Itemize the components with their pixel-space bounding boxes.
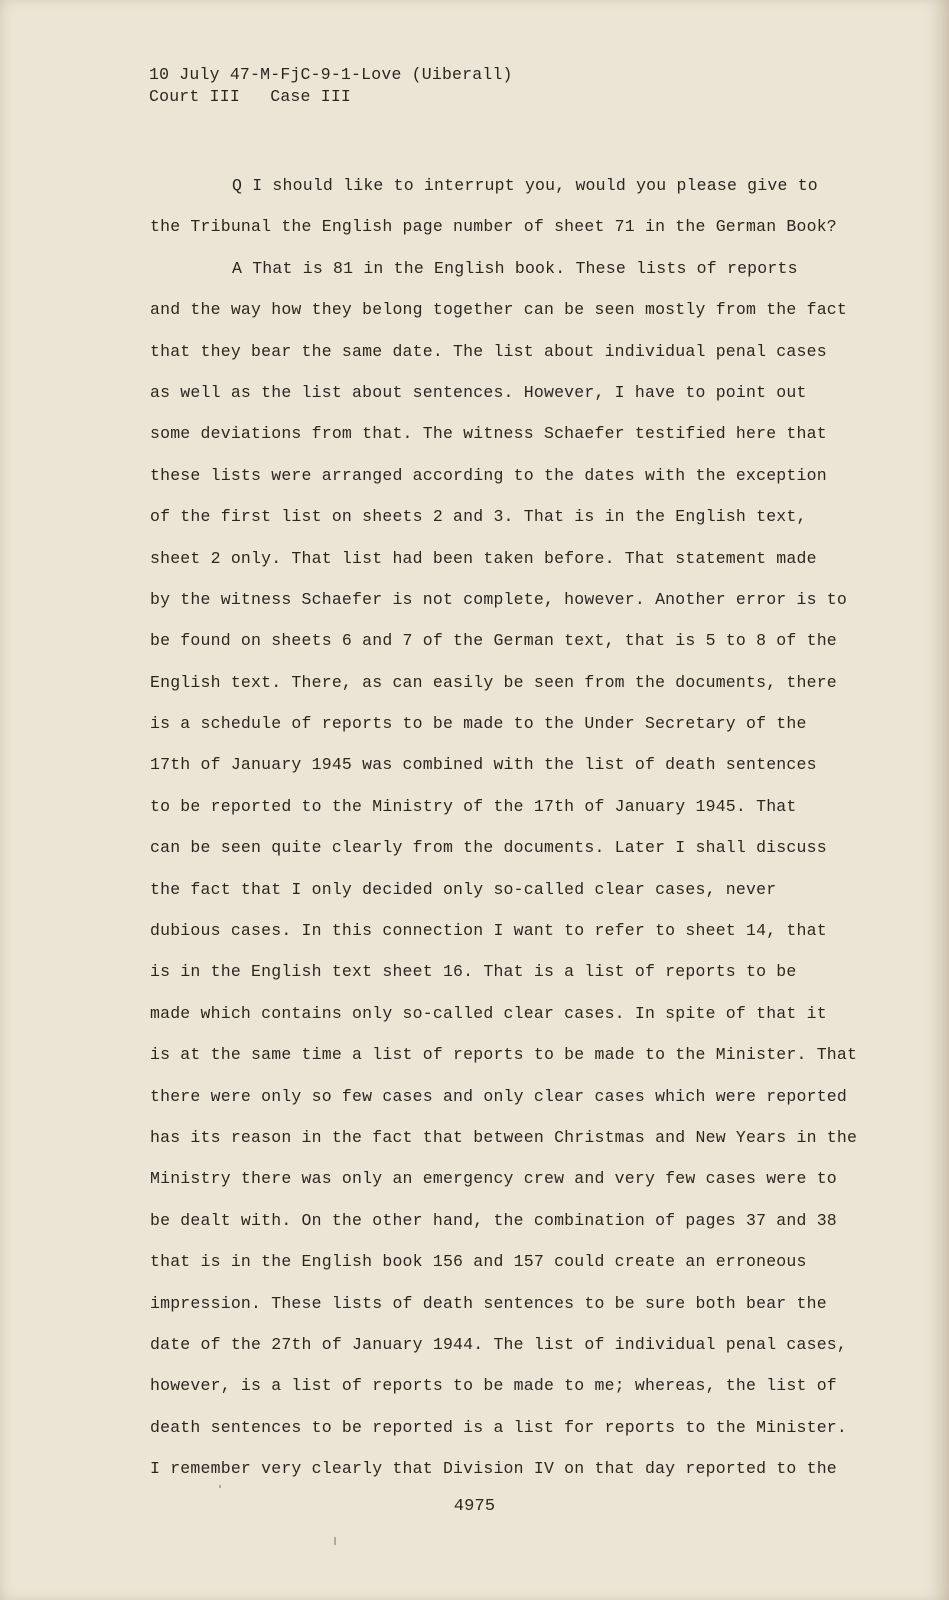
text-line: be found on sheets 6 and 7 of the German text, that is 5 to 8 of the — [150, 631, 837, 651]
text-line: has its reason in the fact that between Christmas and New Years in the — [150, 1127, 858, 1147]
header-line-court-case: Court III Case III — [149, 87, 352, 106]
text-line: sheet 2 only. That list had been taken before. That statement made — [150, 548, 817, 568]
text-line: made which contains only so-called clear cases. In spite of that it — [150, 1003, 827, 1023]
text-line: the fact that I only decided only so-called clear cases, never — [150, 879, 777, 899]
text-line: to be reported to the Ministry of the 17th of January 1945. That — [150, 796, 797, 816]
text-line: A That is 81 in the English book. These lists of reports — [232, 258, 798, 278]
text-line: Q I should like to interrupt you, would you please give to — [232, 176, 818, 195]
text-line: there were only so few cases and only clear cases which were reported — [150, 1086, 848, 1106]
transcript-body — [150, 165, 890, 1490]
text-line: that they bear the same date. The list about individual penal cases — [150, 341, 827, 361]
text-line: is in the English text sheet 16. That is a list of reports to be — [150, 962, 797, 982]
text-line: date of the 27th of January 1944. The list of individual penal cases, — [150, 1334, 848, 1354]
text-line: can be seen quite clearly from the documents. Later I shall discuss — [150, 838, 827, 858]
text-line: is at the same time a list of reports to be made to the Minister. That — [150, 1045, 858, 1065]
paper-speck — [334, 1537, 336, 1545]
text-line: dubious cases. In this connection I want to refer to sheet 14, that — [150, 921, 827, 941]
text-line: however, is a list of reports to be made to me; whereas, the list of — [150, 1376, 837, 1396]
text-line: is a schedule of reports to be made to the Under Secretary of the — [150, 714, 807, 734]
paper-speck — [219, 1485, 221, 1488]
text-line: by the witness Schaefer is not complete, however. Another error is to — [150, 589, 848, 609]
text-line: I remember very clearly that Division IV on that day reported to the — [150, 1459, 837, 1479]
text-line: the Tribunal the English page number of sheet 71 in the German Book? — [150, 217, 837, 237]
page-header — [149, 64, 513, 108]
text-line: as well as the list about sentences. However, I have to point out — [150, 382, 807, 402]
text-line: Ministry there was only an emergency crew and very few cases were to — [150, 1169, 837, 1189]
text-line: be dealt with. On the other hand, the combination of pages 37 and 38 — [150, 1210, 837, 1230]
page-number: 4975 — [453, 1497, 496, 1516]
text-line: some deviations from that. The witness Schaefer testified here that — [150, 424, 827, 444]
text-line: impression. These lists of death sentences to be sure both bear the — [150, 1293, 827, 1313]
text-line: these lists were arranged according to the dates with the exception — [150, 465, 827, 485]
text-line: that is in the English book 156 and 157 could create an erroneous — [150, 1252, 807, 1272]
text-line: English text. There, as can easily be seen from the documents, there — [150, 672, 837, 692]
text-line: and the way how they belong together can be seen mostly from the fact — [150, 300, 848, 320]
text-line: 17th of January 1945 was combined with the list of death sentences — [150, 755, 817, 775]
text-line: death sentences to be reported is a list for reports to the Minister. — [150, 1417, 848, 1437]
text-line: of the first list on sheets 2 and 3. That is in the English text, — [150, 507, 807, 527]
header-line-date-reporter: 10 July 47-M-FjC-9-1-Love (Uiberall) — [149, 65, 513, 84]
